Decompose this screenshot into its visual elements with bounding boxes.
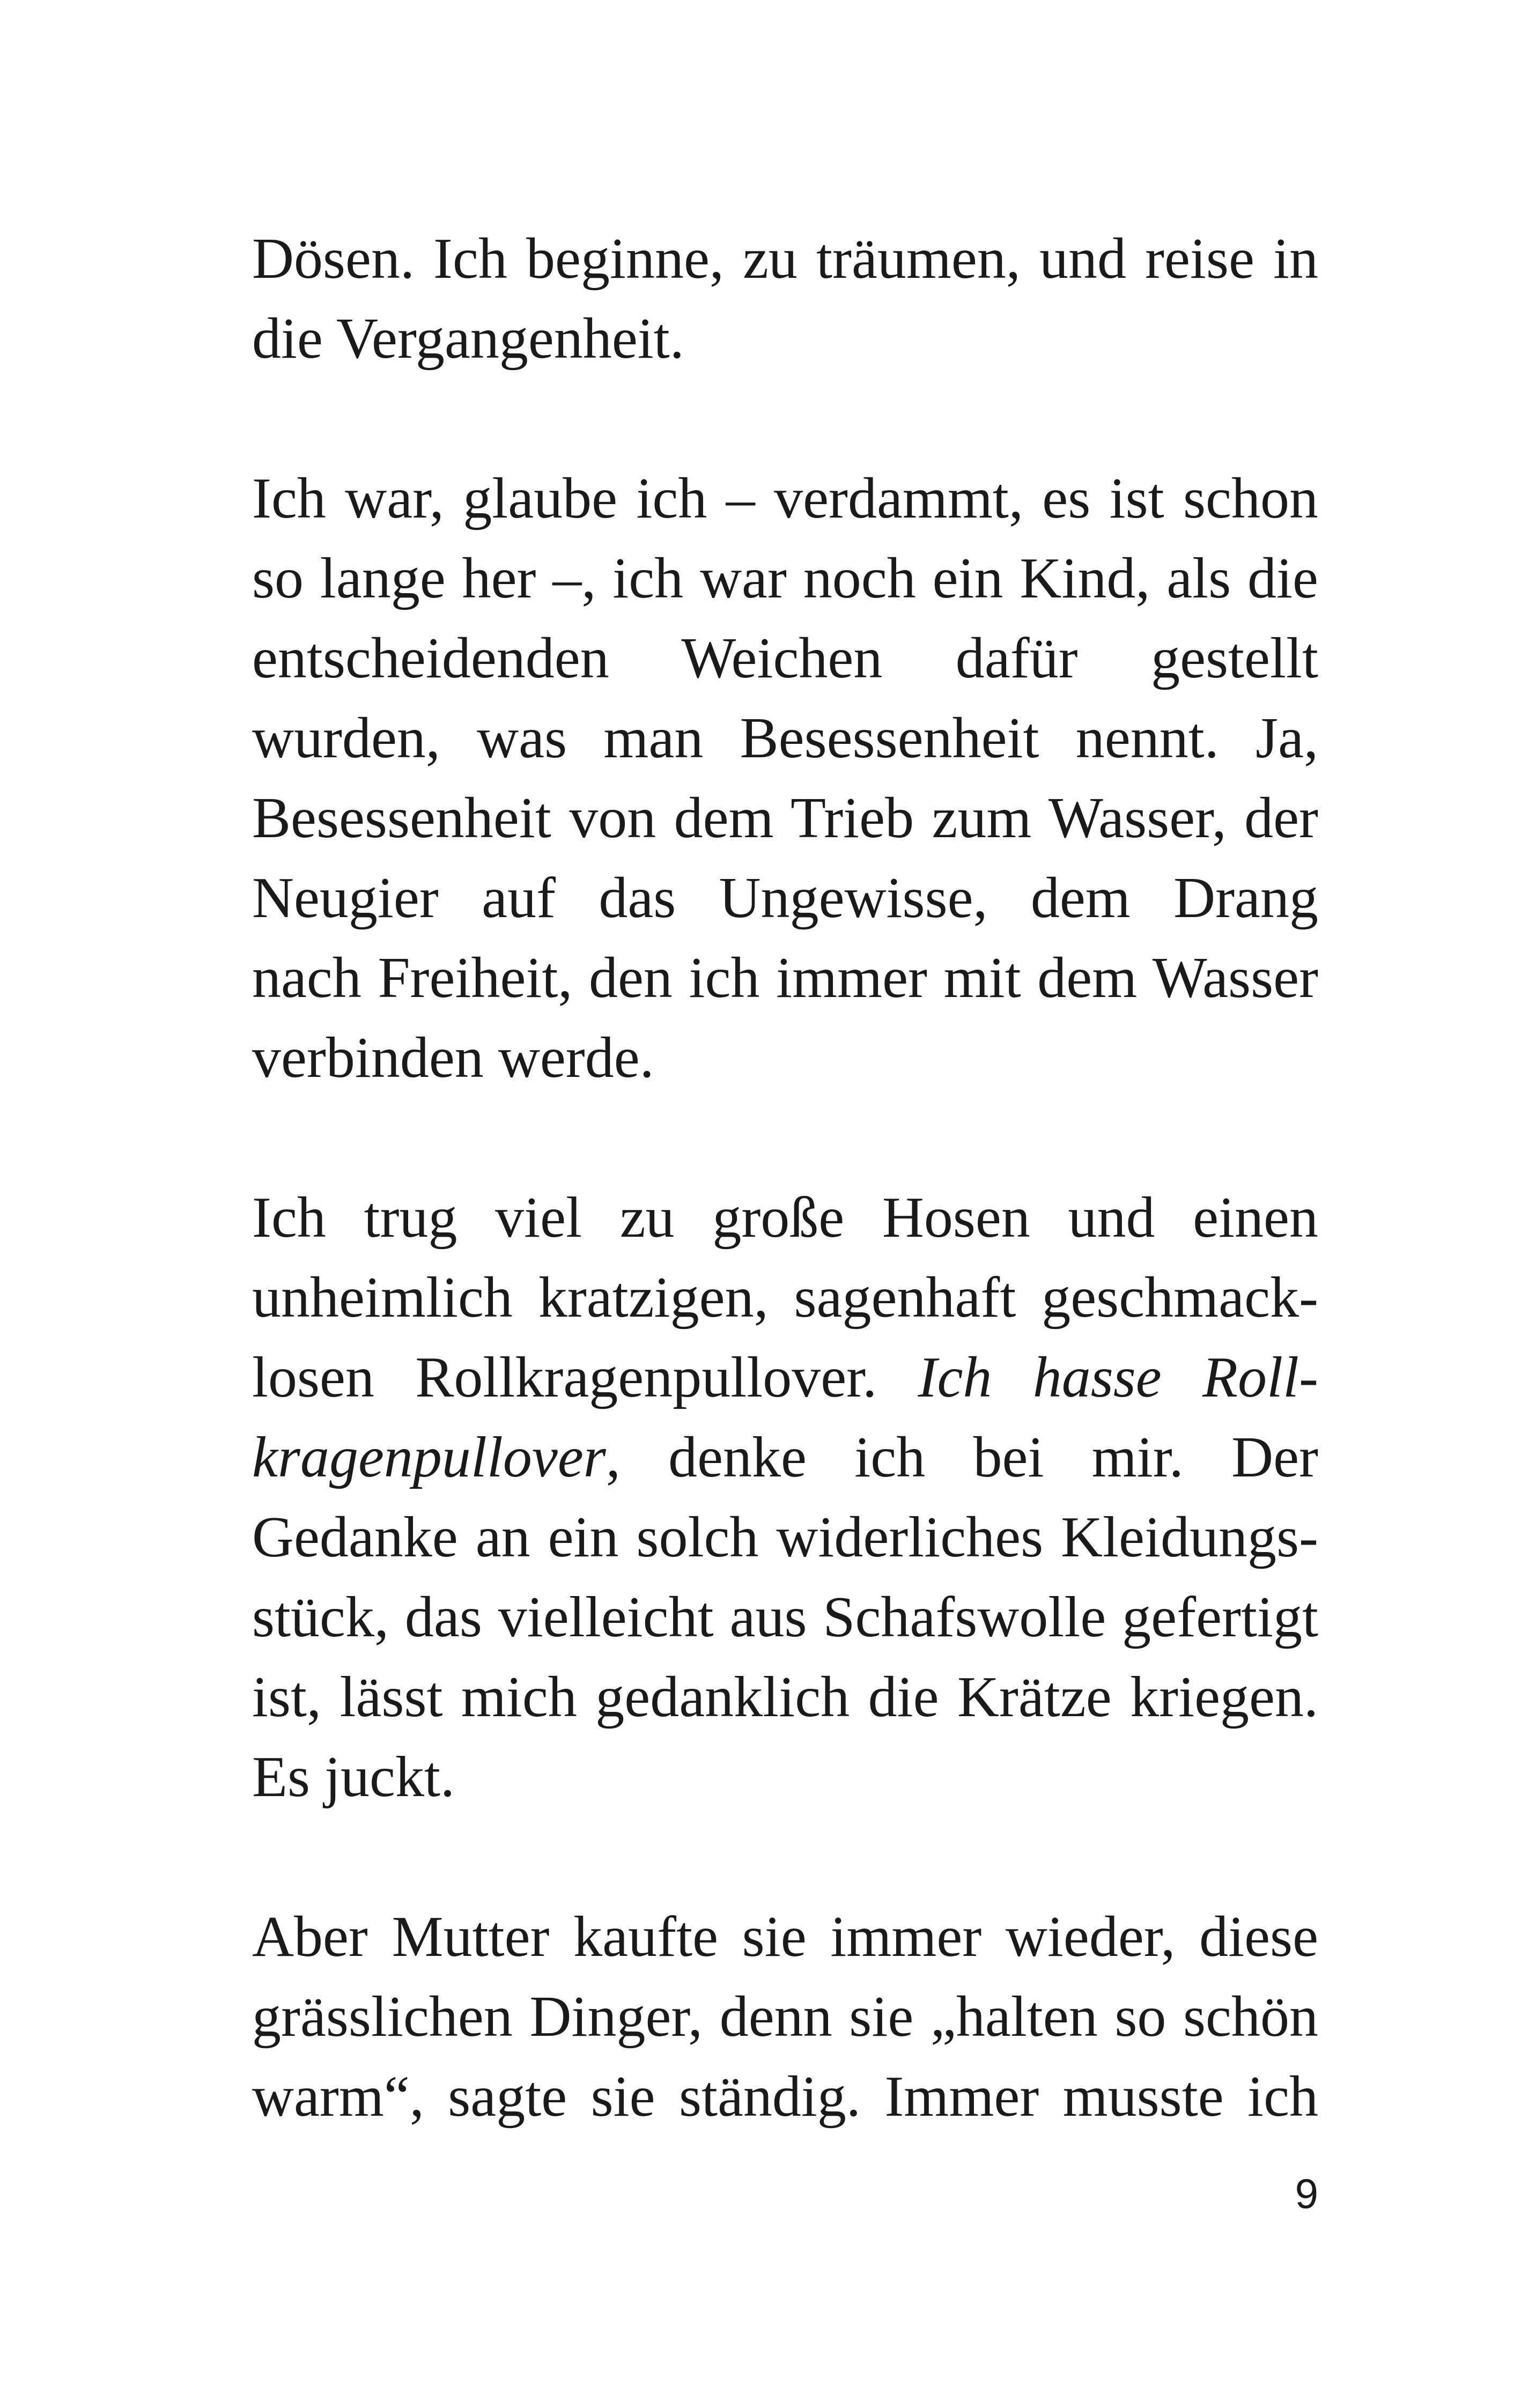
text-line: nach Freiheit, den ich immer mit dem Wasser: [252, 946, 1318, 1010]
text-line: entscheidenden Weichen dafür gestellt: [252, 626, 1318, 690]
text-line: warm“, sagte sie ständig. Immer musste ich: [252, 2065, 1318, 2129]
text-line: verbinden werde.: [252, 1026, 654, 1090]
text-line: wurden, was man Besessenheit nennt. Ja,: [252, 706, 1318, 770]
text-line: Neugier auf das Ungewisse, dem Drang: [252, 866, 1318, 930]
text-line: Es juckt.: [252, 1745, 455, 1809]
text-line: grässlichen Dinger, denn sie „halten so schön: [252, 1985, 1318, 2049]
text-line: [252, 1338, 1318, 1417]
text-line: Ich war, glaube ich – verdammt, es ist schon: [252, 467, 1318, 530]
text-line: stück, das vielleicht aus Schafswolle gefertigt: [252, 1585, 1318, 1649]
italic-text: kragenpullover: [252, 1425, 606, 1489]
text-line: unheimlich kratzigen, sagenhaft geschmack-: [252, 1266, 1318, 1329]
text-line: Gedanke an ein solch widerliches Kleidungs-: [252, 1505, 1318, 1569]
text-line: Ich trug viel zu große Hosen und einen: [252, 1186, 1318, 1250]
text-line: ist, lässt mich gedanklich die Krätze kriegen.: [252, 1665, 1318, 1729]
text-line: [252, 1417, 1318, 1497]
paragraph-gap: [252, 1098, 1318, 1178]
text-line-segment: , denke ich bei mir. Der: [606, 1425, 1318, 1489]
text-line: die Vergangenheit.: [252, 307, 684, 371]
text-line-segment: losen Rollkragenpullover.: [252, 1346, 918, 1409]
page-number: 9: [1295, 2170, 1318, 2217]
text-line: Aber Mutter kaufte sie immer wieder, diese: [252, 1905, 1318, 1969]
text-line: so lange her –, ich war noch ein Kind, als die: [252, 546, 1318, 610]
body-text: [252, 219, 1318, 2137]
italic-text: Ich hasse Roll-: [918, 1346, 1318, 1409]
paragraph-gap: [252, 1817, 1318, 1897]
text-line: Besessenheit von dem Trieb zum Wasser, der: [252, 786, 1318, 850]
text-line: Dösen. Ich beginne, zu träumen, und reise in: [252, 227, 1318, 291]
paragraph-gap: [252, 379, 1318, 459]
